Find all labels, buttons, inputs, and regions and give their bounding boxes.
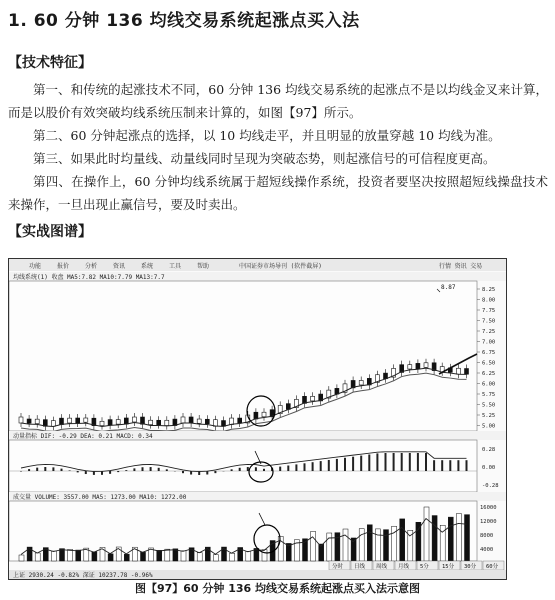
macd-bar [214, 471, 216, 473]
volume-tick-label: 8000 [480, 533, 494, 539]
window-title: 中国证券市场导刊 (软件截屏) [239, 263, 322, 270]
period-tab-label: 日线 [354, 564, 366, 570]
volume-bar [213, 555, 218, 561]
macd-bar [28, 469, 30, 471]
period-tab-label: 15分 [442, 564, 455, 570]
figure-caption: 图【97】60 分钟 136 均线交易系统起涨点买入法示意图 [134, 582, 421, 595]
menu-item: 分析 [85, 263, 98, 270]
macd-bar [158, 468, 160, 471]
price-tick-label: 7.50 [482, 318, 496, 325]
candle-body [51, 421, 55, 427]
peak-label: 8.87 [441, 284, 456, 291]
macd-bar [312, 462, 314, 471]
macd-bar [150, 467, 152, 471]
macd-bar [279, 467, 281, 471]
macd-bar [263, 469, 265, 471]
volume-bar [157, 550, 162, 561]
macd-bar [368, 455, 370, 472]
macd-bar [77, 471, 79, 472]
price-tick-label: 6.00 [482, 381, 496, 388]
candle-body [189, 417, 193, 423]
section-header-practice: 【实战图谱】 [8, 224, 92, 240]
candle-body [19, 417, 23, 423]
candle-body [27, 419, 31, 423]
page-title: 1. 60 分钟 136 均线交易系统起涨点买入法 [8, 11, 360, 31]
macd-bar [393, 453, 395, 471]
candle-body [465, 369, 469, 375]
momentum-tick-label: 0.00 [482, 465, 496, 471]
macd-bar [85, 471, 87, 474]
volume-bar [165, 549, 170, 561]
price-panel [9, 281, 477, 431]
price-tick-label: 5.50 [482, 402, 496, 409]
volume-bar [92, 552, 97, 561]
price-tick-label: 6.75 [482, 350, 496, 356]
volume-bar [141, 552, 146, 561]
candle-body [359, 380, 363, 384]
macd-bar [142, 467, 144, 471]
period-tab-label: 周线 [376, 564, 388, 570]
menu-item: 资讯 [113, 263, 126, 270]
paragraph-2: 第二、60 分钟起涨点的选择，以 10 均线走平，并且明显的放量穿越 10 均线为准。 [33, 128, 501, 143]
macd-bar [125, 470, 127, 471]
macd-bar [401, 453, 403, 471]
volume-bar [375, 529, 380, 561]
price-tick-label: 5.25 [482, 413, 496, 419]
candle-body [205, 419, 209, 423]
macd-bar [61, 469, 63, 471]
volume-bar [108, 554, 113, 561]
macd-bar [457, 460, 459, 471]
period-tab-label: 60分 [486, 564, 499, 570]
candle-body [60, 418, 64, 424]
volume-bar [181, 551, 186, 561]
section-header-tech: 【技术特征】 [8, 55, 92, 71]
price-tick-label: 6.50 [482, 360, 496, 367]
volume-bar [246, 551, 251, 561]
volume-bar [424, 507, 429, 561]
candle-body [238, 418, 242, 423]
candle-body [68, 418, 72, 423]
price-legend: 均线系统(1) 收盘 MA5:7.82 MA10:7.79 MA13:7.7 [13, 274, 165, 281]
candle-body [116, 420, 120, 425]
macd-bar [376, 453, 378, 471]
macd-bar [409, 453, 411, 471]
volume-bar [456, 514, 461, 561]
candle-body [149, 420, 153, 424]
macd-bar [52, 467, 54, 471]
macd-bar [36, 468, 38, 471]
candle-body [84, 418, 88, 422]
stock-chart-screenshot [8, 258, 507, 580]
volume-bar [35, 553, 40, 561]
volume-bar [278, 536, 283, 561]
macd-bar [344, 458, 346, 471]
momentum-axis [482, 447, 499, 489]
period-tabs [329, 561, 504, 570]
macd-bar [133, 468, 135, 471]
candle-body [456, 368, 460, 374]
macd-bar [425, 453, 427, 471]
macd-bar [109, 471, 111, 474]
candle-body [230, 418, 234, 424]
volume-bar [311, 531, 316, 561]
macd-bar [304, 463, 306, 471]
macd-bar [295, 464, 297, 471]
volume-bar [76, 550, 81, 561]
volume-tick-label: 4000 [480, 547, 494, 553]
menu-item: 报价 [57, 263, 70, 270]
momentum-legend: 动量指标 DIF: -0.29 DEA: 0.21 MACD: 0.34 [13, 433, 153, 440]
candle-body [157, 420, 161, 424]
macd-bar [417, 453, 419, 471]
menu-item: 系统 [141, 263, 154, 270]
candle-body [124, 418, 128, 424]
period-tab-label: 分时 [332, 564, 344, 570]
candle-body [311, 396, 315, 401]
volume-bar [51, 551, 56, 561]
paragraph-3: 第三、如果此时均量线、动量线同时呈现为突破态势，则起涨信号的可信程度更高。 [33, 151, 496, 166]
candle-body [416, 363, 420, 369]
volume-bar [465, 515, 470, 561]
macd-bar [320, 461, 322, 471]
volume-tick-label: 16000 [480, 505, 497, 511]
price-tick-label: 8.00 [482, 297, 496, 304]
volume-bar [367, 525, 372, 561]
macd-bar [360, 456, 362, 471]
price-tick-label: 6.25 [482, 371, 496, 377]
volume-bar [416, 522, 421, 561]
macd-bar [182, 471, 184, 473]
candle-body [132, 417, 136, 422]
period-tab-label: 5分 [420, 564, 429, 570]
period-tab-label: 30分 [464, 564, 477, 570]
macd-bar [441, 460, 443, 471]
candle-body [76, 418, 80, 423]
volume-bar [448, 517, 453, 561]
period-tab-label: 月线 [398, 564, 410, 570]
menu-item: 工具 [169, 263, 182, 270]
price-axis [477, 287, 495, 430]
chart-canvas [9, 259, 506, 579]
momentum-tick-label: -0.28 [482, 483, 499, 489]
macd-bar [255, 467, 257, 471]
volume-tick-label: 12000 [480, 519, 497, 525]
paragraph-1: 第一、和传统的起涨技术不同，60 分钟 136 均线交易系统的起涨点不是以均线金叉来计算，而是以股价有效突破均线系统压制来计算的，如图【97】所示。 [8, 82, 548, 120]
price-tick-label: 7.25 [482, 329, 496, 335]
volume-legend: 成交量 VOLUME: 3557.00 MA5: 1273.00 MA10: 1272.00 [13, 494, 187, 501]
macd-bar [239, 468, 241, 471]
macd-bar [69, 470, 71, 471]
volume-bar [343, 529, 348, 561]
volume-bar [124, 554, 129, 561]
candle-body [222, 421, 226, 427]
volume-bar [230, 553, 235, 561]
momentum-panel [9, 440, 477, 492]
volume-bar [19, 555, 24, 561]
macd-bar [287, 466, 289, 472]
macd-bar [166, 469, 168, 471]
candle-body [35, 419, 39, 423]
macd-bar [385, 453, 387, 471]
volume-bar [68, 549, 73, 561]
macd-bar [352, 457, 354, 471]
macd-bar [328, 460, 330, 471]
macd-bar [247, 467, 249, 471]
volume-bar [400, 519, 405, 561]
momentum-tick-label: 0.28 [482, 447, 496, 453]
price-tick-label: 8.25 [482, 287, 496, 293]
menu-item: 功能 [29, 263, 42, 270]
candle-body [181, 417, 185, 423]
top-right-menu: 行情 资讯 交易 [439, 263, 483, 270]
macd-bar [231, 469, 233, 471]
menu-item: 帮助 [197, 263, 210, 270]
price-tick-label: 7.75 [482, 308, 496, 314]
volume-bar [327, 533, 332, 561]
volume-bar [60, 549, 65, 561]
macd-bar [449, 460, 451, 471]
price-tick-label: 5.75 [482, 392, 496, 398]
macd-bar [44, 467, 46, 471]
candle-body [424, 363, 428, 368]
paragraph-4: 第四、在操作上，60 分钟均线系统属于超短线操作系统，投资者要坚决按照超短线操盘技术来操作，一旦出现止赢信号，要及时卖出。 [8, 174, 548, 212]
candle-body [408, 365, 412, 369]
macd-bar [336, 459, 338, 471]
candle-body [165, 420, 169, 425]
volume-bar [262, 550, 267, 561]
macd-bar [20, 471, 22, 472]
volume-axis [480, 505, 497, 553]
candle-body [100, 421, 104, 425]
volume-bar [432, 516, 437, 561]
status-text: 上证 2930.24 -0.82% 深证 10237.78 -0.96% [13, 572, 153, 579]
volume-bar [197, 553, 202, 561]
candle-body [108, 420, 112, 426]
macd-bar [466, 460, 468, 471]
candle-body [197, 419, 201, 423]
volume-bar [319, 544, 324, 561]
price-tick-label: 5.00 [482, 423, 496, 430]
macd-bar [117, 471, 119, 472]
macd-bar [433, 460, 435, 471]
price-tick-label: 7.00 [482, 339, 496, 346]
candle-body [262, 412, 266, 417]
